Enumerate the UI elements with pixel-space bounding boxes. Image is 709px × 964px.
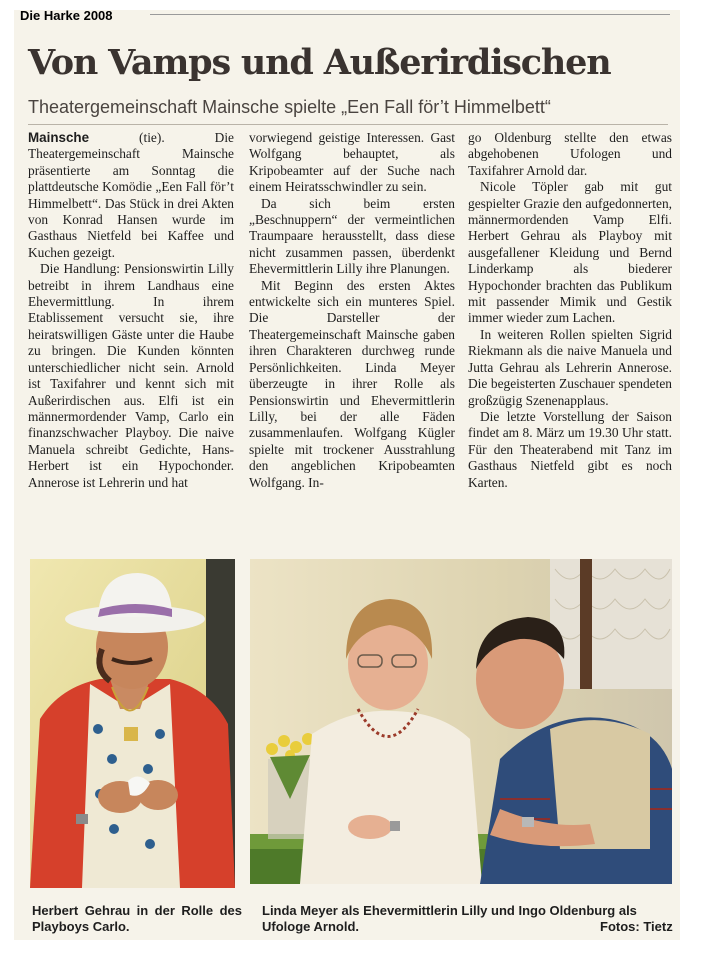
headline-rule bbox=[28, 124, 668, 125]
photo-credit: Fotos: Tietz bbox=[600, 919, 673, 934]
article-paragraph: Die letzte Vorstellung der Saison findet am 8. März um 19.30 Uhr statt. Für den Theaterabend mit Tanz im Gasthaus Nietfeld gibt es noch Karten. bbox=[468, 408, 672, 490]
source-label: Die Harke 2008 bbox=[20, 8, 113, 23]
article-paragraph: Die Handlung: Pensionswirtin Lilly betreibt in ihrem Landhaus eine Ehevermittlung. In ihrem Etablissement versucht sie, ihre heiratswilligen Gäste unter die Haube zu bringen. Die Kunden könnten unterschiedlicher nicht sein. Arnold ist Taxifahrer und kennt sich mit Außerirdischen aus. Elfi ist ein männermordender Vamp, Carlo ein finanzschwacher Playboy. Die naive Manuela schreibt Gedichte, Hans-Herbert ist ein Hypochonder. Annerose ist Lehrerin und hat bbox=[28, 261, 234, 490]
article-paragraph: go Oldenburg stellte den etwas abgehobenen Ufologen und Taxifahrer Arnold dar. bbox=[468, 130, 672, 178]
article-paragraph: Da sich beim ersten „Beschnuppern“ der vermeintlichen Traumpaare herausstellt, dass diese nicht zusammen passen, überdenkt Ehevermittlerin Lilly ihre Planungen. bbox=[249, 195, 455, 277]
article-column-1 bbox=[28, 130, 234, 491]
article-paragraph: In weiteren Rollen spielten Sigrid Riekmann als die naive Manuela und Jutta Gehrau als Lehrerin Annerose. Die begeisterten Zuschauer spendeten großzügig Szenenapplaus. bbox=[468, 326, 672, 408]
article-column-3 bbox=[468, 130, 672, 491]
article-paragraph: Mainsche (tie). Die Theatergemeinschaft Mainsche präsentierte am Sonntag die plattdeutsche Komödie „Een Fall för’t Himmelbett“. Das Stück in drei Akten von Konrad Hansen wurde im Gasthaus Nietfeld bei Kaffee und Kuchen gezeigt. bbox=[28, 130, 234, 260]
article-column-2 bbox=[249, 130, 455, 491]
photo-illustration bbox=[250, 559, 672, 884]
subheadline: Theatergemeinschaft Mainsche spielte „Een Fall för’t Himmelbett“ bbox=[28, 97, 551, 117]
photo-illustration bbox=[30, 559, 235, 888]
photo-caption-2: Linda Meyer als Ehevermittlerin Lilly und Ingo Oldenburg als Ufologe Arnold. bbox=[262, 903, 637, 934]
headline: Von Vamps und Außerirdischen bbox=[28, 42, 611, 83]
article-paragraph: Mit Beginn des ersten Aktes entwickelte sich ein munteres Spiel. Die Darsteller der Theatergemeinschaft Mainsche gaben ihren Charakteren durchweg runde Persönlichkeiten. Linda Meyer überzeugte in ihrer Rolle als Pensionswirtin und Ehevermittlerin Lilly, bei der alle Fäden zusammenlaufen. Wolfgang Kügler spielte mit trockener Ausstrahlung den angeblichen Kripobeamten Wolfgang. In- bbox=[249, 277, 455, 490]
photo-playboy-carlo bbox=[30, 559, 235, 888]
top-rule bbox=[150, 14, 670, 15]
photo-caption-1: Herbert Gehrau in der Rolle des Playboys Carlo. bbox=[32, 903, 242, 934]
article-paragraph: vorwiegend geistige Interessen. Gast Wolfgang behauptet, als Kripobeamter auf der Suche nach einem Heiratsschwindler zu sein. bbox=[249, 130, 455, 195]
dateline: Mainsche bbox=[28, 130, 90, 145]
photo-lilly-and-arnold bbox=[250, 559, 672, 884]
article-paragraph: Nicole Töpler gab mit gut gespielter Grazie den aufgedonnerten, männermordenden Vamp Elfi. Herbert Gehrau als Playboy mit ausgefallener Kleidung und Bernd Linderkamp als biederer Hypochonder brachten das Publikum mit passender Mimik und Gestik immer wieder zum Lachen. bbox=[468, 179, 672, 326]
